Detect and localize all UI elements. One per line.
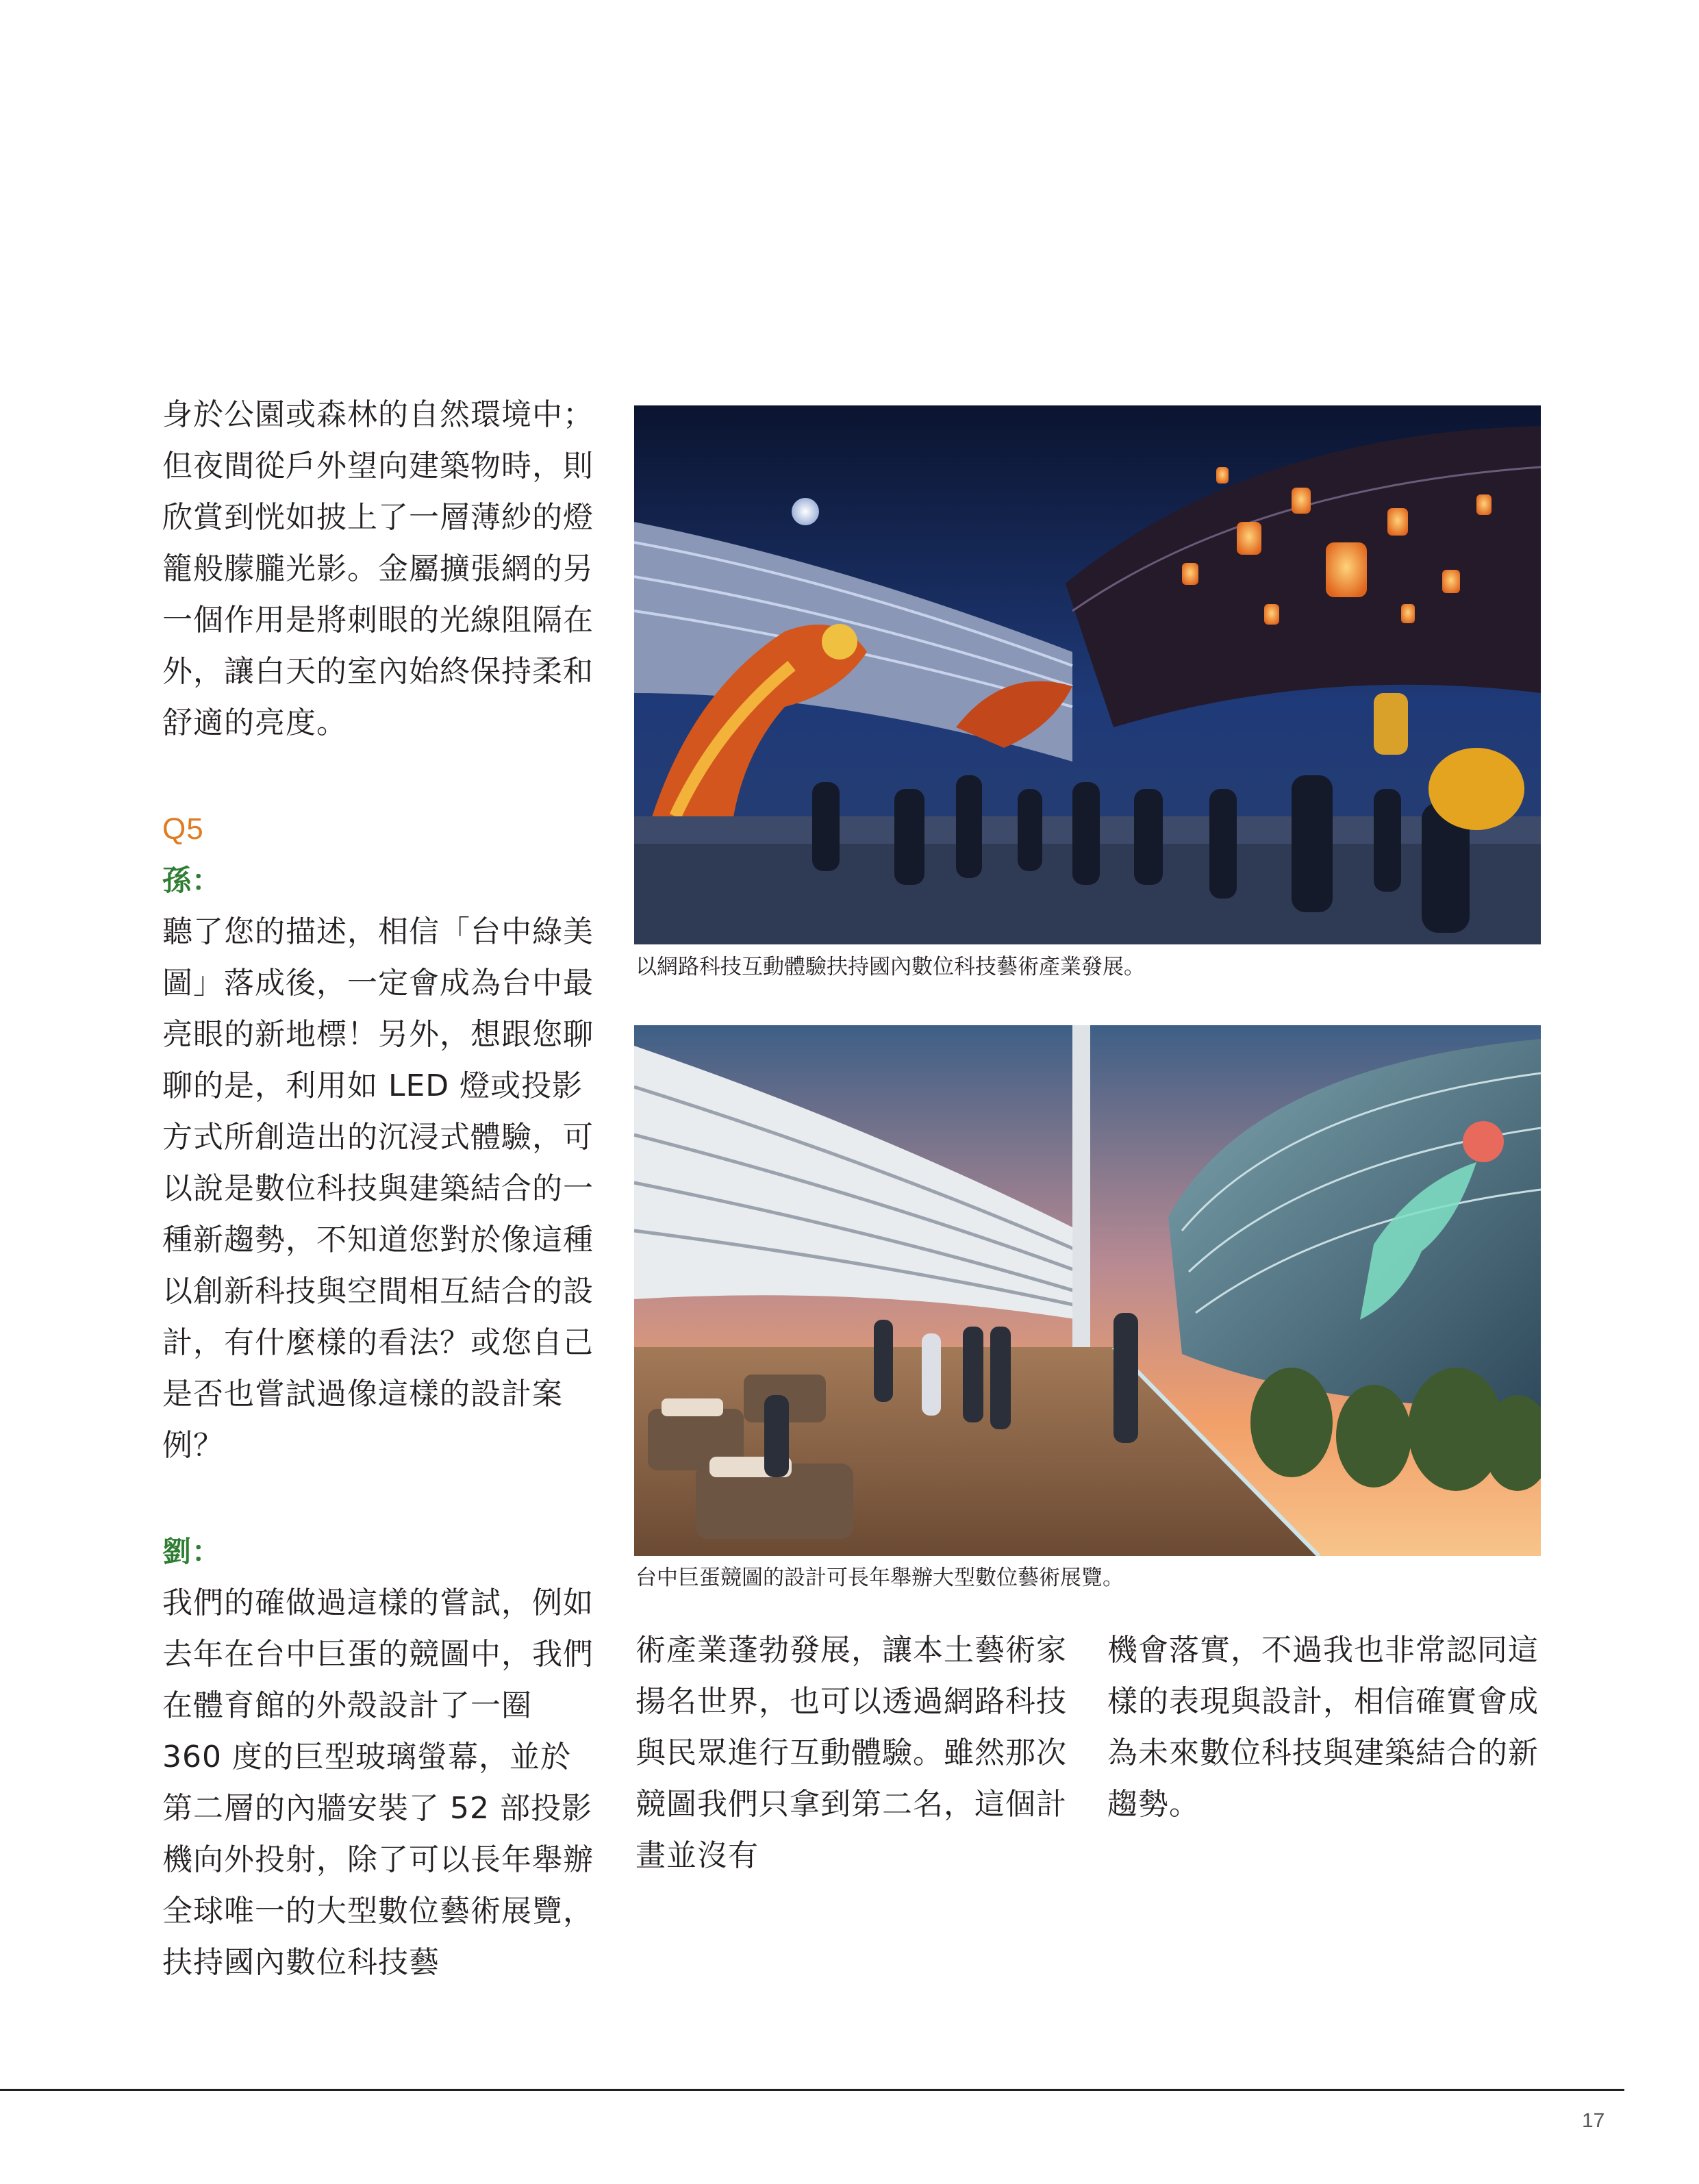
body-paragraph: 身於公園或森林的自然環境中；但夜間從戶外望向建築物時，則欣賞到恍如披上了一層薄紗的燈籠般朦朧光影。金屬擴張網的另一個作用是將刺眼的光線阻隔在外，讓白天的室內始終保持柔和舒適的亮度。: [162, 397, 594, 740]
body-paragraph: 聽了您的描述，相信「台中綠美圖」落成後，一定會成為台中最亮眼的新地標！另外，想跟您聊聊的是，利用如 LED 燈或投影方式所創造出的沉浸式體驗，可以說是數位科技與建築結合的一種新趨勢，不知道您對於像這種以創新科技與空間相互結合的設計，有什麼樣的看法？或您自己是否也嘗試過像這樣的設計案例？: [162, 914, 594, 1463]
figure-caption: 以網路科技互動體驗扶持國內數位科技藝術產業發展。: [635, 955, 1145, 979]
footer-divider: [0, 2089, 1624, 2091]
body-paragraph: 我們的確做過這樣的嘗試，例如去年在台中巨蛋的競圖中，我們在體育館的外殼設計了一圈 360 度的巨型玻璃螢幕，並於第二層的內牆安裝了 52 部投影機向外投射，除了可以長年舉辦全球唯一的大型數位藝術展覽，扶持國內數位科技藝: [162, 1585, 594, 1980]
left-text-column: [162, 389, 601, 1988]
lantern-plaza-photo: [634, 405, 1541, 944]
body-paragraph: 機會落實，不過我也非常認同這樣的表現與設計，相信確實會成為未來數位科技與建築結合的新趨勢。: [1107, 1633, 1539, 1822]
right-text-column: [1107, 1624, 1546, 1830]
body-paragraph: 術產業蓬勃發展，讓本土藝術家揚名世界，也可以透過網路科技與民眾進行互動體驗。雖然那次競圖我們只拿到第二名，這個計畫並沒有: [635, 1633, 1067, 1873]
speaker-label: 孫：: [162, 864, 222, 897]
speaker-label: 劉：: [162, 1535, 222, 1568]
middle-text-column: [635, 1624, 1074, 1881]
figure-caption: 台中巨蛋競圖的設計可長年舉辦大型數位藝術展覽。: [635, 1566, 1124, 1590]
page-number: 17: [1582, 2109, 1605, 2132]
dome-terrace-photo: [634, 1025, 1541, 1556]
question-label: Q5: [162, 812, 204, 846]
